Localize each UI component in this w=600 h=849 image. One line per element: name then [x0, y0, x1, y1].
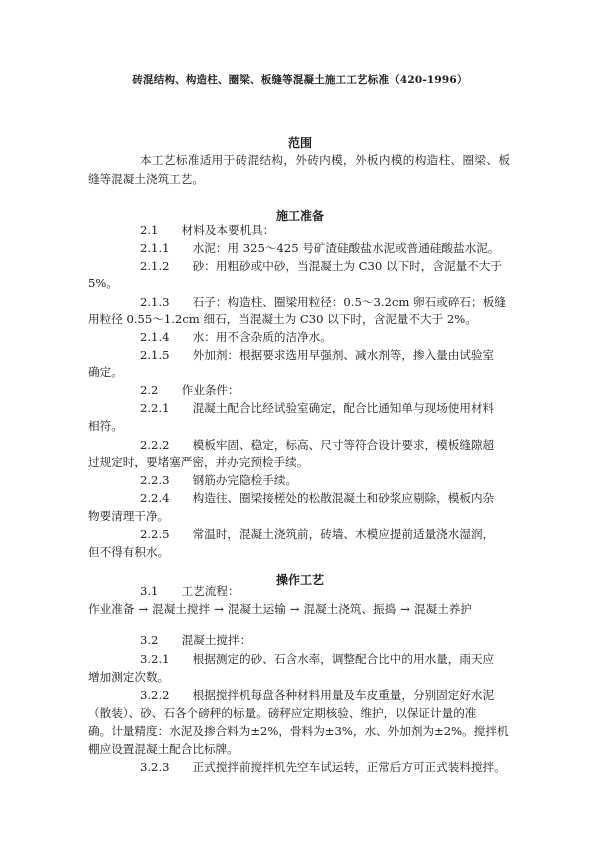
flow-step: 混凝土养护	[414, 602, 472, 616]
list-item: 3.1 工艺流程：	[140, 584, 240, 598]
flow-step: 混凝土浇筑、振捣	[303, 602, 397, 616]
list-item: 2.1.1 水泥：用 325～425 号矿渣硅酸盐水泥或普通硅酸盐水泥。	[140, 241, 500, 255]
list-item: 3.2.3 正式搅拌前搅拌机先空车试运转，正常后方可正式装料搅拌。	[140, 760, 506, 774]
list-item: 2.1 材料及本要机具：	[140, 223, 275, 237]
list-item: 2.1.2 砂：用粗砂或中砂，当混凝土为 C30 以下时，含泥量不大于	[140, 259, 502, 273]
list-item: 2.1.4 水：用不含杂质的洁净水。	[140, 330, 332, 344]
flow-step: 作业准备	[88, 602, 135, 616]
list-item: 3.2.1 根据测定的砂、石含水率，调整配合比中的用水量，雨天应	[140, 652, 495, 666]
list-item: 2.2.3 钢筋办完隐检手续。	[140, 473, 298, 487]
arrow-right-icon: →	[138, 602, 149, 616]
list-item-continuation: 过规定时，要堵塞严密，并办完预检手续。	[88, 455, 309, 469]
list-item-continuation: 5%。	[88, 276, 118, 290]
list-item: 2.1.3 石子：构造柱、圈梁用粒径：0.5～3.2cm 卵石或碎石；板缝	[140, 295, 506, 309]
list-item: 2.2.1 混凝土配合比经试验室确定，配合比通知单与现场使用材料	[140, 401, 495, 415]
flow-step: 混凝土搅拌	[152, 602, 211, 616]
list-item-continuation: 棚应设置混凝土配合比标牌。	[88, 742, 239, 756]
list-item-continuation: 确。计量精度：水泥及掺合料为±2%，骨料为±3%，水、外加剂为±2%。搅拌机	[88, 724, 509, 738]
paragraph-line: 缝等混凝土浇筑工艺。	[88, 172, 204, 186]
list-item-continuation: 但不得有积水。	[88, 545, 170, 559]
flow-step: 混凝土运输	[227, 602, 286, 616]
section-heading-scope: 范围	[287, 136, 312, 150]
list-item: 2.2.4 构造往、圈梁接槎处的松散混凝土和砂浆应剔除，模板内杂	[140, 491, 495, 505]
list-item-continuation: 确定。	[88, 365, 123, 379]
list-item-continuation: 增加测定次数。	[88, 670, 170, 684]
list-item-continuation: 相符。	[88, 419, 123, 433]
document-title: 砖混结构、构造柱、圈梁、板缝等混凝土施工工艺标准（420-1996）	[132, 74, 468, 86]
section-heading-ops: 操作工艺	[275, 573, 324, 587]
list-item: 2.2.2 模板牢固、稳定，标高、尺寸等符合设计要求，模板缝隙超	[140, 438, 495, 452]
arrow-right-icon: →	[214, 602, 224, 616]
list-item-continuation: （散装）、砂、石各个磅秤的标量。磅秤应定期核验、维护，以保证计量的准	[88, 706, 477, 720]
section-heading-prep: 施工准备	[275, 209, 324, 223]
arrow-right-icon: →	[289, 602, 300, 616]
list-item: 3.2.2 根据搅拌机每盘各种材料用量及车皮重量，分别固定好水泥	[140, 688, 495, 702]
list-item: 2.2 作业条件：	[140, 383, 240, 397]
paragraph-line: 本工艺标准适用于砖混结构，外砖内模，外板内模的构造柱、圈梁、板	[140, 153, 511, 167]
arrow-right-icon: →	[400, 602, 410, 616]
list-item-continuation: 用粒径 0.55～1.2cm 细石，当混凝土为 C30 以下时，含泥量不大于 2%。	[88, 312, 477, 326]
list-item-continuation: 物要清理干净。	[88, 509, 170, 523]
list-item: 3.2 混凝土搅拌：	[140, 633, 252, 647]
list-item: 2.2.5 常温时，混凝土浇筑前，砖墙、木模应提前适量浇水湿润，	[140, 527, 495, 541]
process-flow	[88, 601, 528, 617]
list-item: 2.1.5 外加剂：根据要求选用早强剂、减水剂等，掺入量由试验室	[140, 348, 495, 362]
